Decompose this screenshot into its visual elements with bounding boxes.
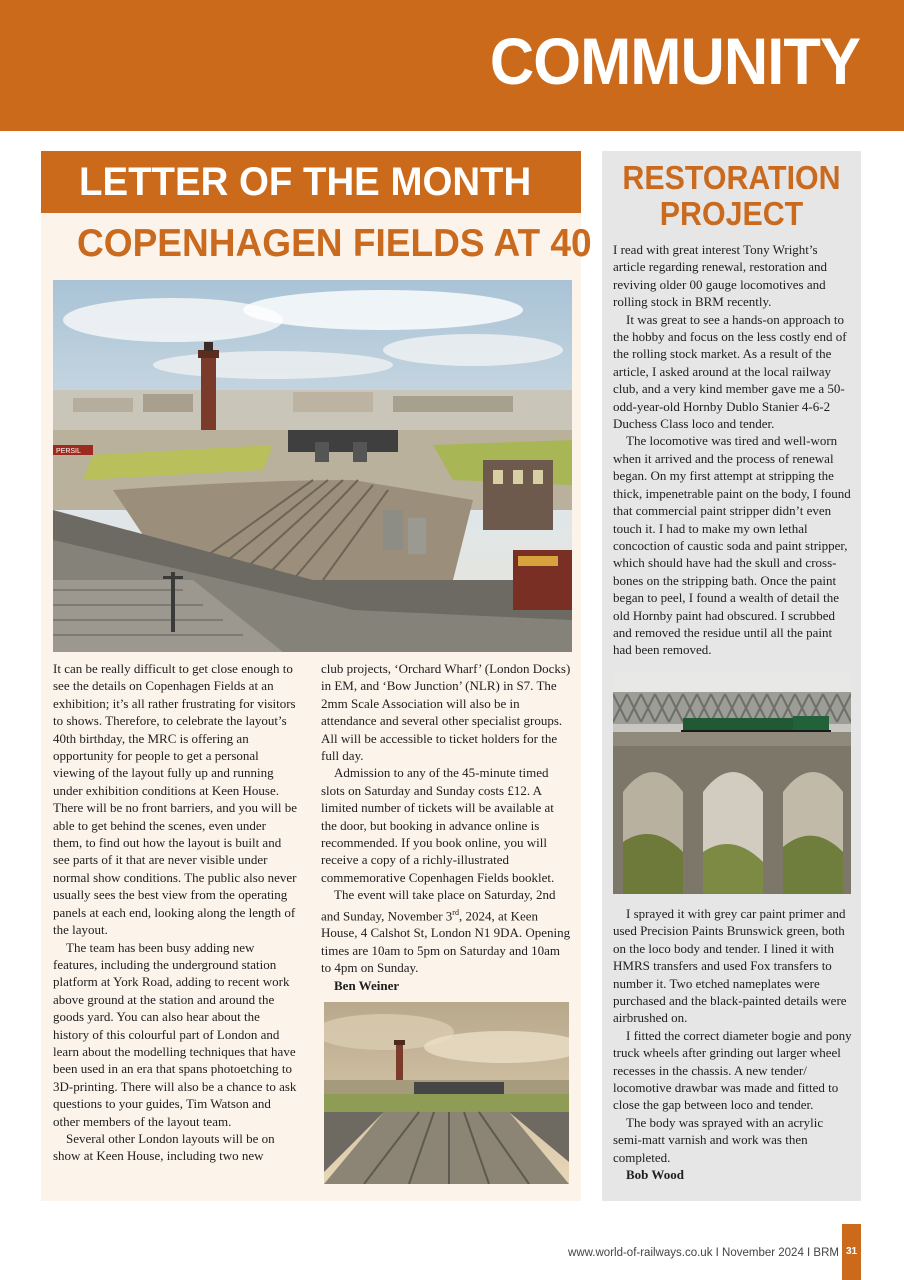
restoration-signature: Bob Wood: [626, 1167, 684, 1183]
letter-paragraph: The team has been busy adding new features, including the underground station platform at York Road, adding to recent work above ground at the station and around the goods yard. You can also hear about the history of this colourful part of London and learn about the modelling techniques that have been used in an era that spans photoetching to 3D-printing. There will also be a chance to ask questions to your guides, Tim Watson and other members of the layout team.: [53, 939, 297, 1129]
locomotive-photo-illustration: [613, 672, 851, 894]
header-bar: [0, 0, 904, 131]
letter-column-left: [53, 660, 298, 1165]
letter-band-title: LETTER OF THE MONTH: [79, 160, 532, 204]
layout-photo: [53, 280, 572, 652]
restoration-paragraph: I sprayed it with grey car paint primer and used Precision Paints Brunswick green, both on the loco body and tender. I lined it with HMRS transfers and used Fox transfers to number it. Two etched nameplates were purchased and the black-painted details were airbrushed on.: [613, 906, 847, 1026]
letter-paragraph: Several other London layouts will be on show at Keen House, including two new: [53, 1130, 275, 1164]
restoration-text-bottom: [613, 905, 853, 1184]
page-number: 31: [845, 1246, 858, 1257]
letter-headline: COPENHAGEN FIELDS AT 40: [77, 222, 592, 265]
event-text-sup: rd: [452, 907, 459, 917]
event-text-start: The event will take place on Saturday, 2nd and Sunday, November 3: [321, 887, 556, 924]
locomotive-photo: [613, 672, 851, 894]
letter-band: [41, 151, 581, 213]
letter-paragraph: It can be really difficult to get close enough to see the details on Copenhagen Fields at an exhibition; it’s all rather frustrating for visitors to shows. Therefore, to celebrate the layout’s 40th birthday, the MRC is offering an opportunity for people to get a personal viewing of the layout fully up and running under exhibition conditions at Keen House. There will be no front barriers, and you will be able to get behind the scenes, even under them, to find out how the layout is built and see parts of it that are never visible under normal show conditions. The public also never usually sees the best view from the operating panels at each end, looking along the length of the layout.: [53, 661, 298, 938]
letter-panel: [41, 151, 592, 1201]
section-title: COMMUNITY: [489, 24, 860, 98]
station-photo-illustration: [324, 1002, 569, 1184]
letter-paragraph: Admission to any of the 45-minute timed slots on Saturday and Sunday costs £12. A limited number of tickets will be available at the door, but booking in advance online is recommended. If you book online, you will receive a copy of a richly-illustrated commemorative Copenhagen Fields booklet.: [321, 765, 555, 885]
layout-photo-illustration: [53, 280, 572, 652]
restoration-title-line2: PROJECT: [659, 195, 804, 232]
restoration-paragraph: The body was sprayed with an acrylic semi-matt varnish and work was then completed.: [613, 1114, 824, 1165]
restoration-panel: [602, 151, 861, 1201]
footer-text: www.world-of-railways.co.uk I November 2024 I BRM: [568, 1247, 839, 1259]
photo-sign-text: PERSIL: [56, 448, 81, 455]
letter-column-right: [321, 660, 571, 994]
event-text-end: , 2024, at Keen House, 4 Calshot St, London N1 9DA. Opening times are 10am to 5pm on Saturday and 10am to 4pm on Sunday.: [321, 908, 571, 976]
restoration-paragraph: It was great to see a hands-on approach to the hobby and focus on the less costly end of the rolling stock market. As a result of the article, I asked around at the local railway club, and a very kind member gave me a 50-odd-year-old Hornby Dublo Stanier 4-6-2 Duchess Class loco and tender.: [613, 311, 847, 432]
page-number-tab: [842, 1224, 861, 1280]
restoration-text-top: [613, 241, 853, 659]
letter-paragraph: club projects, ‘Orchard Wharf’ (London Docks) in EM, and ‘Bow Junction’ (NLR) in S7. The 2mm Scale Association will also be in attendance and several other specialist groups. All will be accessible to ticket holders for the full day.: [321, 661, 571, 764]
letter-paragraph-event: [321, 886, 571, 976]
restoration-paragraph: The locomotive was tired and well-worn when it arrived and the process of renewal began. On my first attempt at stripping the thick, impenetrable paint on the body, I found that commercial paint stripper didn’t even touch it. I had to make my own lethal concoction of caustic soda and paint stripper, which should have had the skull and cross-bones on the stripping bath. Once the paint began to peel, I found a wealth of detail the old Hornby paint had obscured. I scrubbed and removed the residue until all the paint had been removed.: [613, 433, 851, 658]
restoration-paragraph: I read with great interest Tony Wright’s article regarding renewal, restoration and reviving older 00 gauge locomotives and rolling stock in BRM recently.: [613, 242, 828, 310]
letter-signature: Ben Weiner: [334, 977, 400, 993]
restoration-title-line1: RESTORATION: [622, 159, 841, 196]
restoration-paragraph: I fitted the correct diameter bogie and pony truck wheels after grinding out larger wheel recesses in the chassis. A new tender/ locomotive drawbar was made and fitted to close the gap between loco and tender.: [613, 1027, 852, 1113]
restoration-title: [602, 160, 861, 232]
station-photo: [324, 1002, 569, 1184]
